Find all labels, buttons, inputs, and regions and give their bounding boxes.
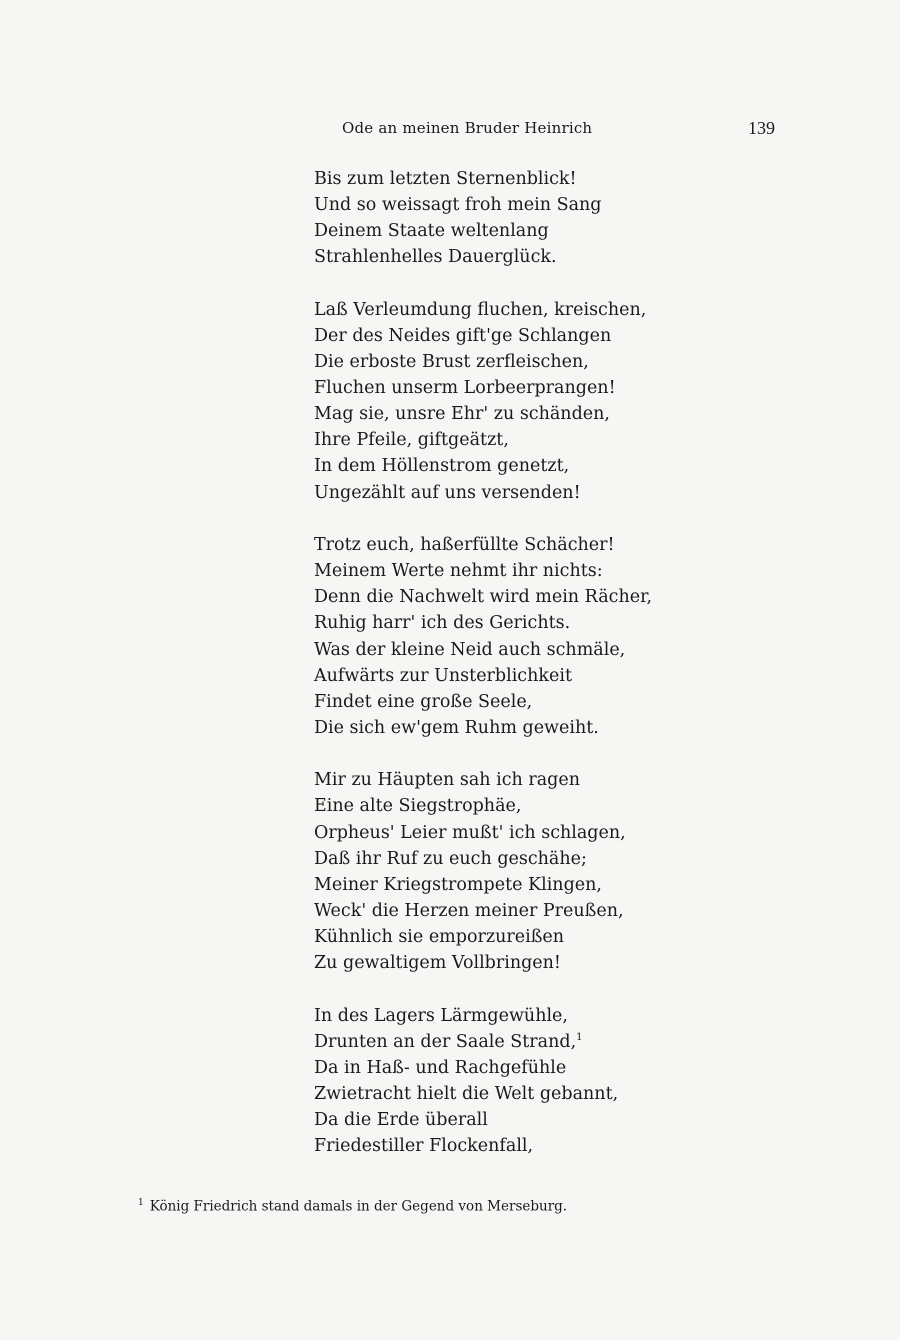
poem-line-text: Meiner Kriegstrompete Klingen, bbox=[314, 874, 602, 895]
stanza bbox=[314, 1003, 734, 1160]
poem-line-text: Eine alte Siegstrophäe, bbox=[314, 796, 522, 817]
footnote-text: König Friedrich stand damals in der Gegend von Merseburg. bbox=[149, 1198, 568, 1215]
poem-line-text: Und so weissagt froh mein Sang bbox=[314, 195, 602, 216]
poem-line-text: Zwietracht hielt die Welt gebannt, bbox=[314, 1083, 619, 1104]
poem-line bbox=[314, 610, 734, 636]
poem-line-text: Laß Verleumdung fluchen, kreischen, bbox=[314, 299, 647, 320]
poem-line bbox=[314, 898, 734, 924]
poem-line bbox=[314, 872, 734, 898]
poem-line bbox=[314, 1029, 734, 1055]
poem-line-text: Meinem Werte nehmt ihr nichts: bbox=[314, 561, 603, 582]
poem-line bbox=[314, 1107, 734, 1133]
poem-line bbox=[314, 846, 734, 872]
poem-line bbox=[314, 1133, 734, 1159]
poem-line bbox=[314, 1055, 734, 1081]
poem-line-text: Friedestiller Flockenfall, bbox=[314, 1136, 534, 1157]
poem-line-text: Die sich ew'gem Ruhm geweiht. bbox=[314, 717, 599, 738]
poem-line-text: Was der kleine Neid auch schmäle, bbox=[314, 639, 626, 660]
poem-line-text: Deinem Staate weltenlang bbox=[314, 221, 549, 242]
poem-line bbox=[314, 820, 734, 846]
poem-line bbox=[314, 637, 734, 663]
poem-line bbox=[314, 715, 734, 741]
poem-line bbox=[314, 166, 734, 192]
poem-line-text: Weck' die Herzen meiner Preußen, bbox=[314, 900, 624, 921]
poem-line-text: In des Lagers Lärmgewühle, bbox=[314, 1005, 568, 1026]
poem-line-text: Daß ihr Ruf zu euch geschähe; bbox=[314, 848, 587, 869]
poem-line-text: Kühnlich sie emporzureißen bbox=[314, 926, 565, 947]
poem-line-text: Da in Haß- und Rachgefühle bbox=[314, 1057, 567, 1078]
poem-line-text: Der des Neides gift'ge Schlangen bbox=[314, 325, 612, 346]
poem-line bbox=[314, 532, 734, 558]
poem-line bbox=[314, 427, 734, 453]
poem-line bbox=[314, 453, 734, 479]
running-title: Ode an meinen Bruder Heinrich bbox=[342, 119, 593, 137]
poem-line-text: Die erboste Brust zerfleischen, bbox=[314, 352, 589, 373]
poem-line bbox=[314, 297, 734, 323]
footnote-reference: 1 bbox=[576, 1031, 583, 1043]
poem-line-text: Zu gewaltigem Vollbringen! bbox=[314, 953, 561, 974]
poem-line-text: Denn die Nachwelt wird mein Rächer, bbox=[314, 587, 653, 608]
poem-line bbox=[314, 323, 734, 349]
poem-line-text: Ihre Pfeile, giftgeätzt, bbox=[314, 430, 509, 451]
poem-line bbox=[314, 1081, 734, 1107]
poem-line bbox=[314, 375, 734, 401]
poem-line-text: Trotz euch, haßerfüllte Schächer! bbox=[314, 535, 615, 556]
poem-line-text: Da die Erde überall bbox=[314, 1110, 488, 1130]
poem-line-text: Drunten an der Saale Strand, bbox=[314, 1031, 577, 1052]
poem-line-text: Ungezählt auf uns versenden! bbox=[314, 482, 581, 503]
poem-line bbox=[314, 663, 734, 689]
poem-line bbox=[314, 689, 734, 715]
poem-line bbox=[314, 192, 734, 218]
footnote-number: 1 bbox=[138, 1198, 144, 1208]
poem-line-text: Fluchen unserm Lorbeerprangen! bbox=[314, 378, 616, 399]
poem-line bbox=[314, 950, 734, 976]
poem-line bbox=[314, 1003, 734, 1029]
poem-line bbox=[314, 924, 734, 950]
poem-line bbox=[314, 244, 734, 270]
poem-line bbox=[314, 584, 734, 610]
poem-line-text: Strahlenhelles Dauerglück. bbox=[314, 247, 557, 268]
poem-line-text: Ruhig harr' ich des Gerichts. bbox=[314, 613, 571, 634]
poem-line bbox=[314, 767, 734, 793]
poem-line-text: Mir zu Häupten sah ich ragen bbox=[314, 770, 580, 791]
stanza bbox=[314, 767, 734, 976]
stanza bbox=[314, 532, 734, 741]
poem-line-text: In dem Höllenstrom genetzt, bbox=[314, 456, 570, 477]
poem-line bbox=[314, 558, 734, 584]
poem-line-text: Bis zum letzten Sternenblick! bbox=[314, 169, 577, 189]
poem-line-text: Mag sie, unsre Ehr' zu schänden, bbox=[314, 404, 610, 425]
poem-line bbox=[314, 480, 734, 506]
footnote bbox=[138, 1198, 567, 1215]
stanza bbox=[314, 166, 734, 270]
poem-line-text: Aufwärts zur Unsterblichkeit bbox=[314, 665, 572, 686]
page-number: 139 bbox=[748, 118, 775, 138]
poem-line bbox=[314, 793, 734, 819]
poem-line-text: Orpheus' Leier mußt' ich schlagen, bbox=[314, 822, 626, 843]
poem-line bbox=[314, 349, 734, 375]
poem-body bbox=[314, 166, 734, 1186]
poem-line bbox=[314, 218, 734, 244]
poem-line-text: Findet eine große Seele, bbox=[314, 691, 533, 712]
poem-line bbox=[314, 401, 734, 427]
stanza bbox=[314, 297, 734, 506]
